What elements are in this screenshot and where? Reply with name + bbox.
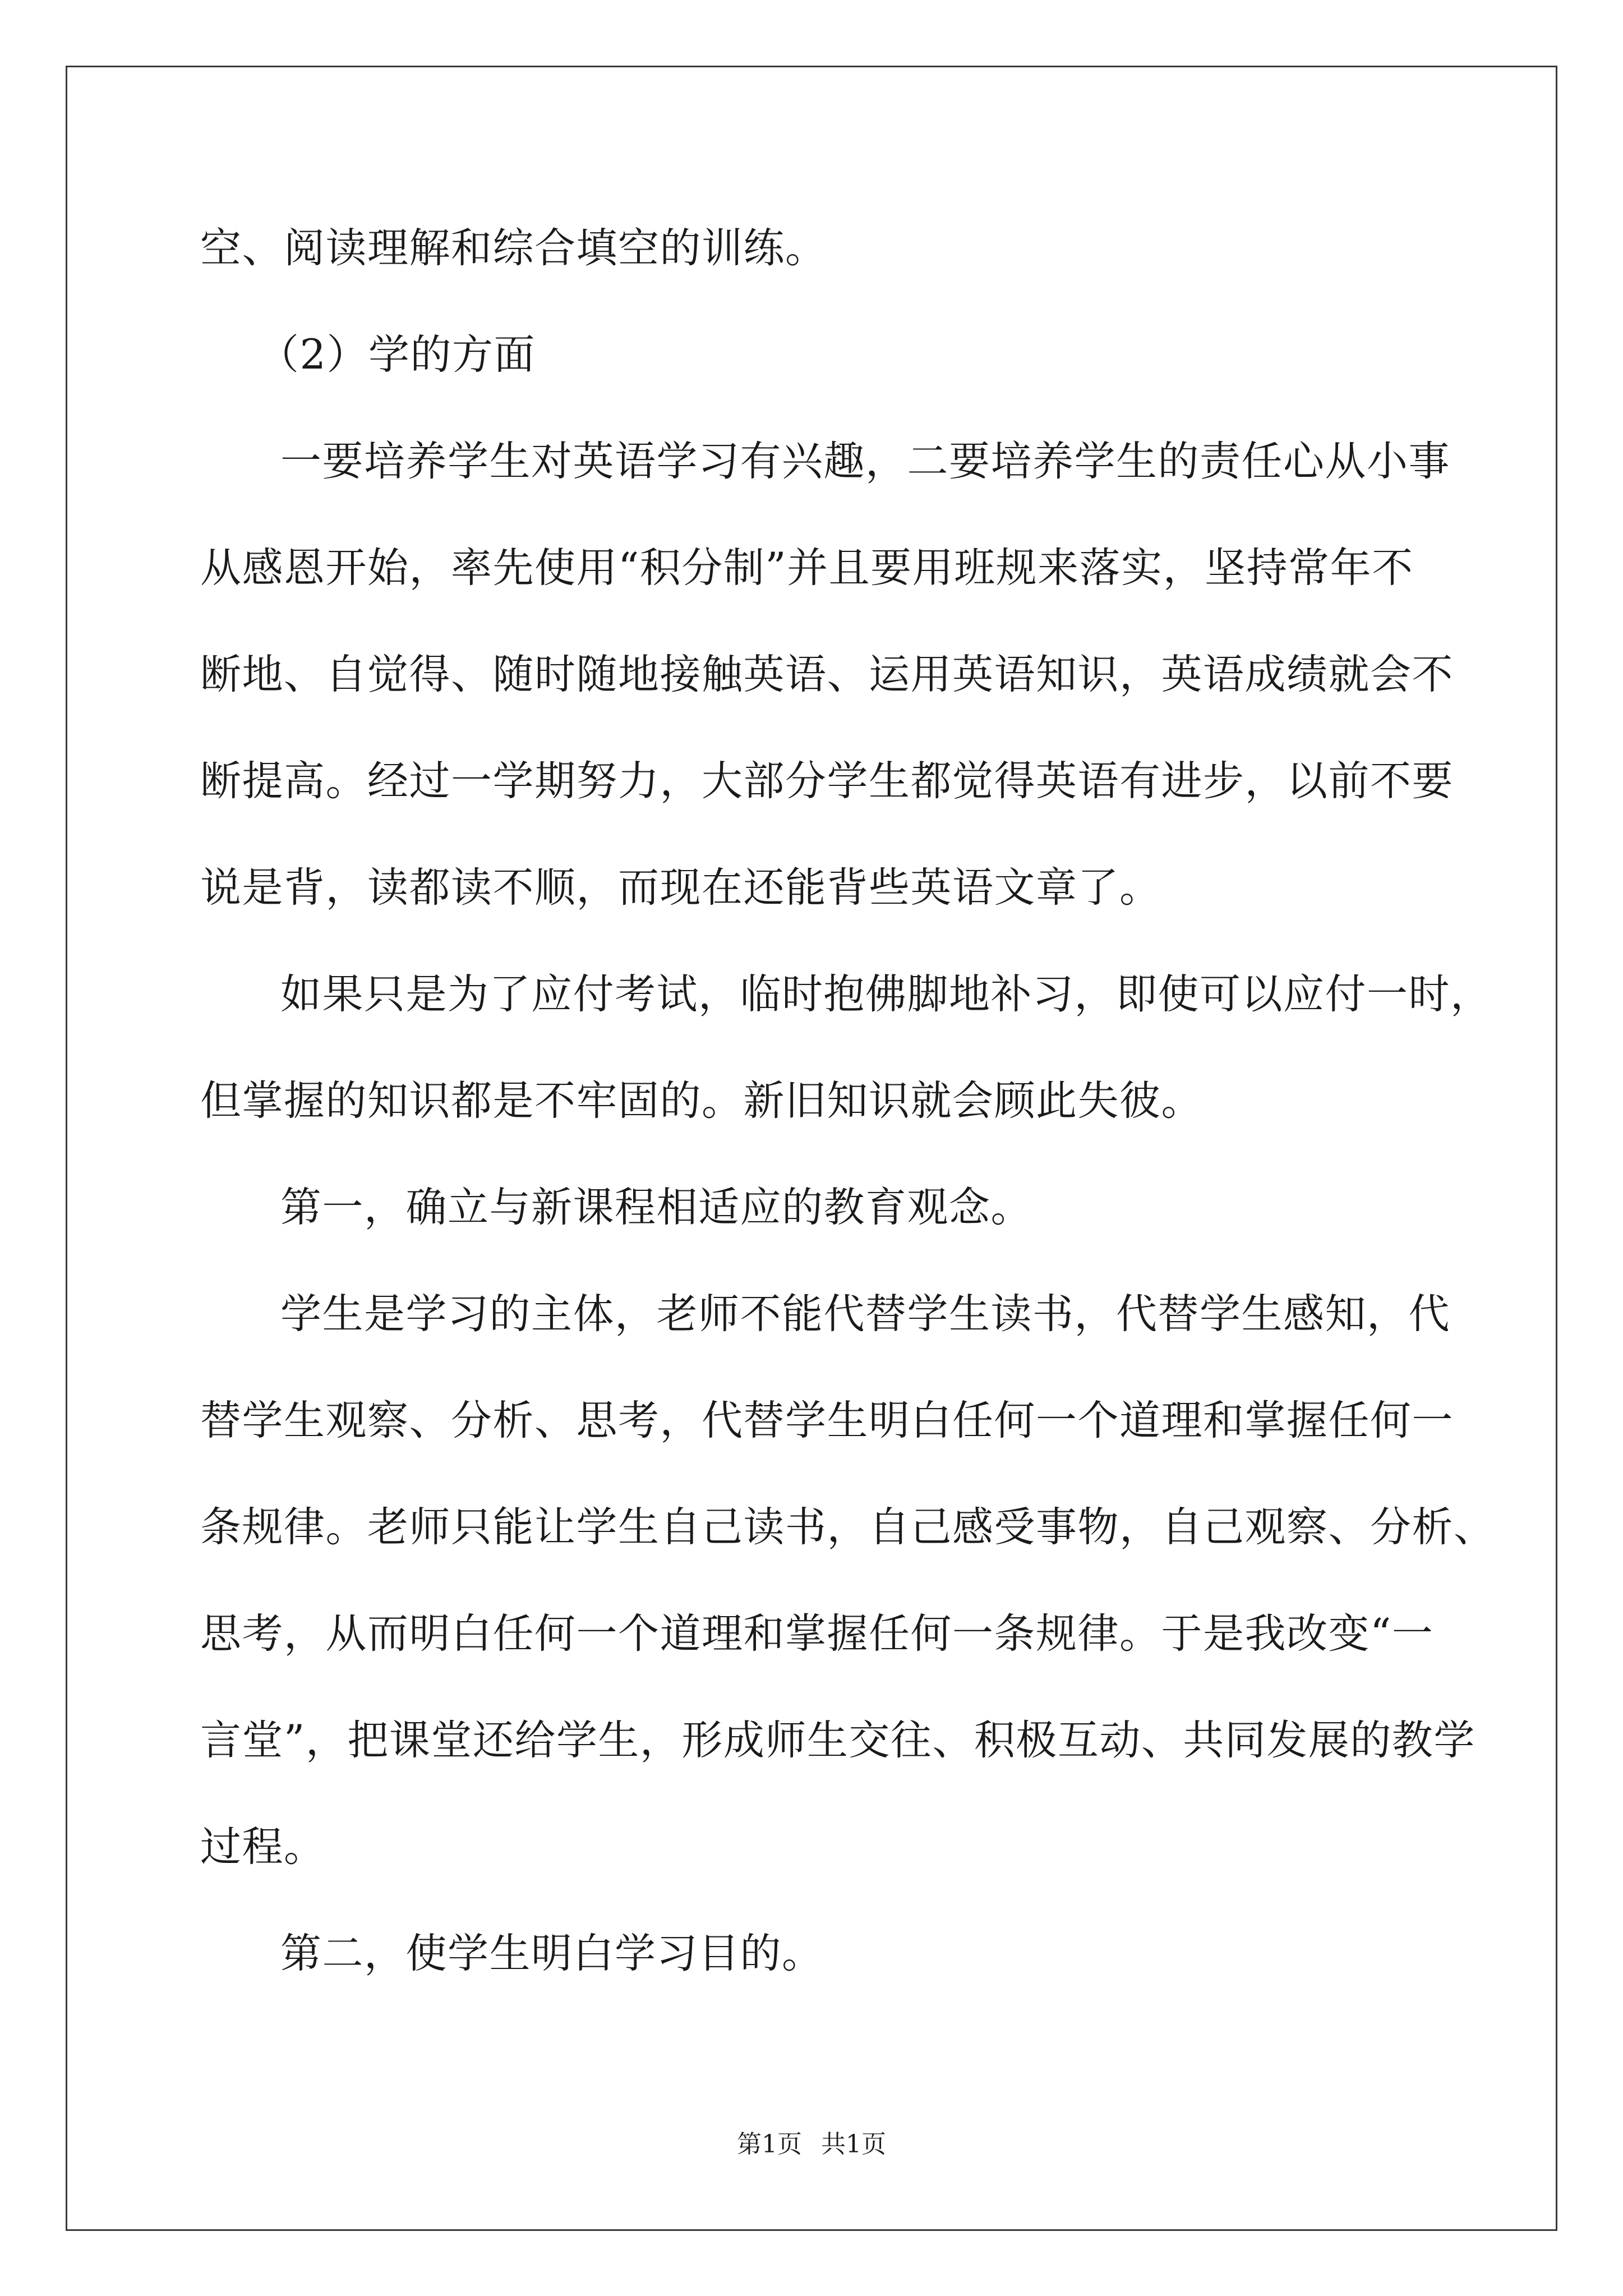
text-line-8: 如果只是为了应付考试，临时抱佛脚地补习，即使可以应付一时，	[280, 970, 1492, 1018]
page-footer	[0, 2129, 1623, 2160]
text-line-1: 空、阅读理解和综合填空的训练。	[200, 224, 827, 272]
text-line-11: 学生是学习的主体，老师不能代替学生读书，代替学生感知，代	[280, 1290, 1450, 1338]
section-heading: （2）学的方面	[258, 331, 536, 379]
text-line-4: 从感恩开始，率先使用“积分制”并且要用班规来落实，坚持常年不	[200, 544, 1414, 592]
text-line-9: 但掌握的知识都是不牢固的。新旧知识就会顾此失彼。	[200, 1077, 1203, 1125]
page-number-total: 共1页	[821, 2130, 886, 2159]
text-line-15: 言堂”，把课堂还给学生，形成师生交往、积极互动、共同发展的教学	[200, 1717, 1476, 1764]
text-line-16: 过程。	[200, 1823, 326, 1871]
text-line-17: 第二，使学生明白学习目的。	[280, 1930, 824, 1977]
text-line-12: 替学生观察、分析、思考，代替学生明白任何一个道理和掌握任何一	[200, 1397, 1454, 1444]
text-line-5: 断地、自觉得、随时随地接触英语、运用英语知识，英语成绩就会不	[200, 651, 1454, 698]
page-number-current: 第1页	[737, 2130, 802, 2159]
text-line-13: 条规律。老师只能让学生自己读书，自己感受事物，自己观察、分析、	[200, 1503, 1496, 1551]
text-line-14: 思考，从而明白任何一个道理和掌握任何一条规律。于是我改变“一	[200, 1610, 1434, 1658]
text-line-7: 说是背，读都读不顺，而现在还能背些英语文章了。	[200, 864, 1161, 912]
text-line-3: 一要培养学生对英语学习有兴趣，二要培养学生的责任心从小事	[280, 438, 1450, 485]
page-border	[66, 66, 1557, 2231]
text-line-6: 断提高。经过一学期努力，大部分学生都觉得英语有进步，以前不要	[200, 757, 1454, 805]
text-line-10: 第一，确立与新课程相适应的教育观念。	[280, 1184, 1032, 1231]
